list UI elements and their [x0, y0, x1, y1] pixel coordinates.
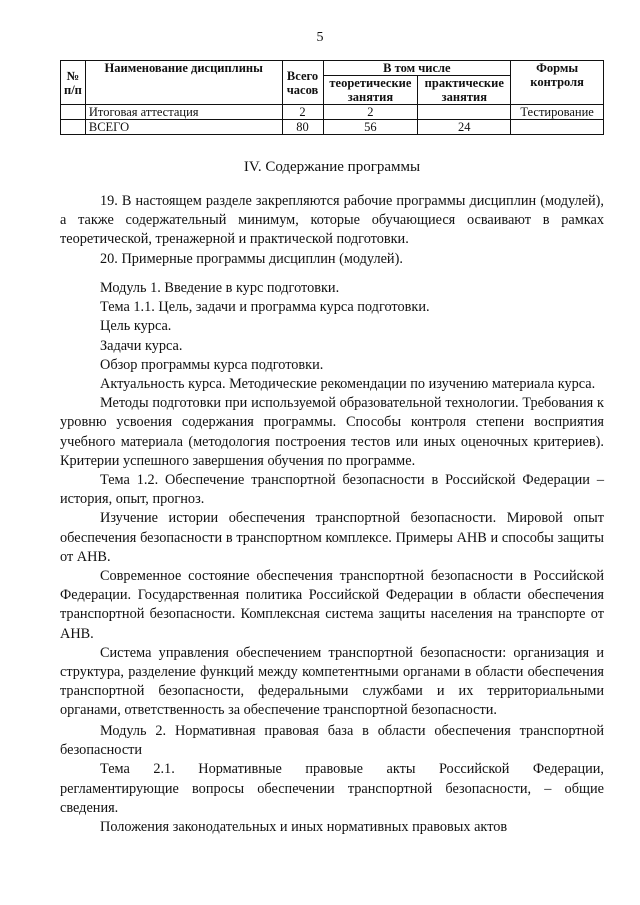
cell-practice	[418, 105, 511, 120]
table-header-row	[61, 61, 604, 76]
history-paragraph: Изучение истории обеспечения транспортной безопасности. Мировой опыт обеспечения безопасности в транспортном комплексе. Примеры АНВ и способы защиты от АНВ.	[60, 510, 604, 565]
header-total: Всего часов	[282, 61, 323, 105]
cell-name: Итоговая аттестация	[85, 105, 282, 120]
paragraph-19: 19. В настоящем разделе закрепляются рабочие программы дисциплин (модулей), а также содержательный минимум, которые обучающиеся осваивают в рамках теоретической, тренажерной и практической подготовки.	[60, 193, 604, 248]
course-relevance: Актуальность курса. Методические рекомендации по изучению материала курса.	[100, 376, 596, 393]
cell-control	[511, 120, 604, 135]
section-heading-block	[60, 158, 604, 177]
management-system-paragraph: Система управления обеспечением транспортной безопасности: организация и структура, разделение функций между компетентными органами в области обеспечения транспортной безопасности, федеральными службами и их территориальными органами, ответственность за обеспечение транспортной безопасности.	[60, 644, 604, 719]
page-number: 5	[316, 30, 324, 45]
module-2-block	[60, 722, 604, 837]
table-row	[61, 105, 604, 120]
cell-theory: 2	[323, 105, 418, 120]
current-state-paragraph: Современное состояние обеспечения транспортной безопасности в Российской Федерации. Государственная политика Российской Федерации в области обеспечения транспортной безопасности. Комплексная система защиты населения на транспорте от АНВ.	[60, 568, 604, 642]
cell-total: 2	[282, 105, 323, 120]
intro-block	[60, 192, 604, 269]
cell-theory: 56	[323, 120, 418, 135]
cell-control: Тестирование	[511, 105, 604, 120]
section-title: IV. Содержание программы	[243, 159, 421, 175]
cell-num	[61, 105, 86, 120]
course-overview: Обзор программы курса подготовки.	[100, 356, 324, 373]
paragraph-20: 20. Примерные программы дисциплин (модулей).	[100, 250, 403, 267]
topic-1-1-title: Тема 1.1. Цель, задачи и программа курса подготовки.	[100, 299, 430, 316]
cell-name: ВСЕГО	[85, 120, 282, 135]
table-row	[61, 120, 604, 135]
header-theory: теоретические занятия	[323, 76, 418, 105]
disciplines-table	[60, 60, 604, 135]
module-1-title: Модуль 1. Введение в курс подготовки.	[100, 280, 340, 296]
training-methods: Методы подготовки при используемой образовательной технологии. Требования к уровню усвоения содержания программы. Способы контроля степени восприятия учебного материала (методология построения тестов или иных оценочных критериев). Критерии успешного завершения обучения по программе.	[60, 395, 604, 469]
course-tasks: Задачи курса.	[100, 337, 183, 354]
provisions-paragraph: Положения законодательных и иных нормативных правовых актов	[100, 819, 508, 836]
topic-1-2-title: Тема 1.2. Обеспечение транспортной безопасности в Российской Федерации – история, опыт, прогноз.	[60, 472, 604, 508]
topic-2-1-title: Тема 2.1. Нормативные правовые акты Российской Федерации, регламентирующие вопросы обеспечении транспортной безопасности, – общие сведения.	[60, 761, 604, 816]
module-2-title: Модуль 2. Нормативная правовая база в области обеспечения транспортной безопасности	[60, 723, 604, 759]
course-goal: Цель курса.	[100, 318, 172, 335]
cell-num	[61, 120, 86, 135]
header-control: Формы контроля	[511, 61, 604, 105]
cell-total: 80	[282, 120, 323, 135]
header-practice: практические занятия	[418, 76, 511, 105]
cell-practice: 24	[418, 120, 511, 135]
header-including: В том числе	[323, 61, 511, 76]
header-name: Наименование дисциплины	[85, 61, 282, 105]
module-1-block	[60, 279, 604, 721]
header-num: № п/п	[61, 61, 86, 105]
